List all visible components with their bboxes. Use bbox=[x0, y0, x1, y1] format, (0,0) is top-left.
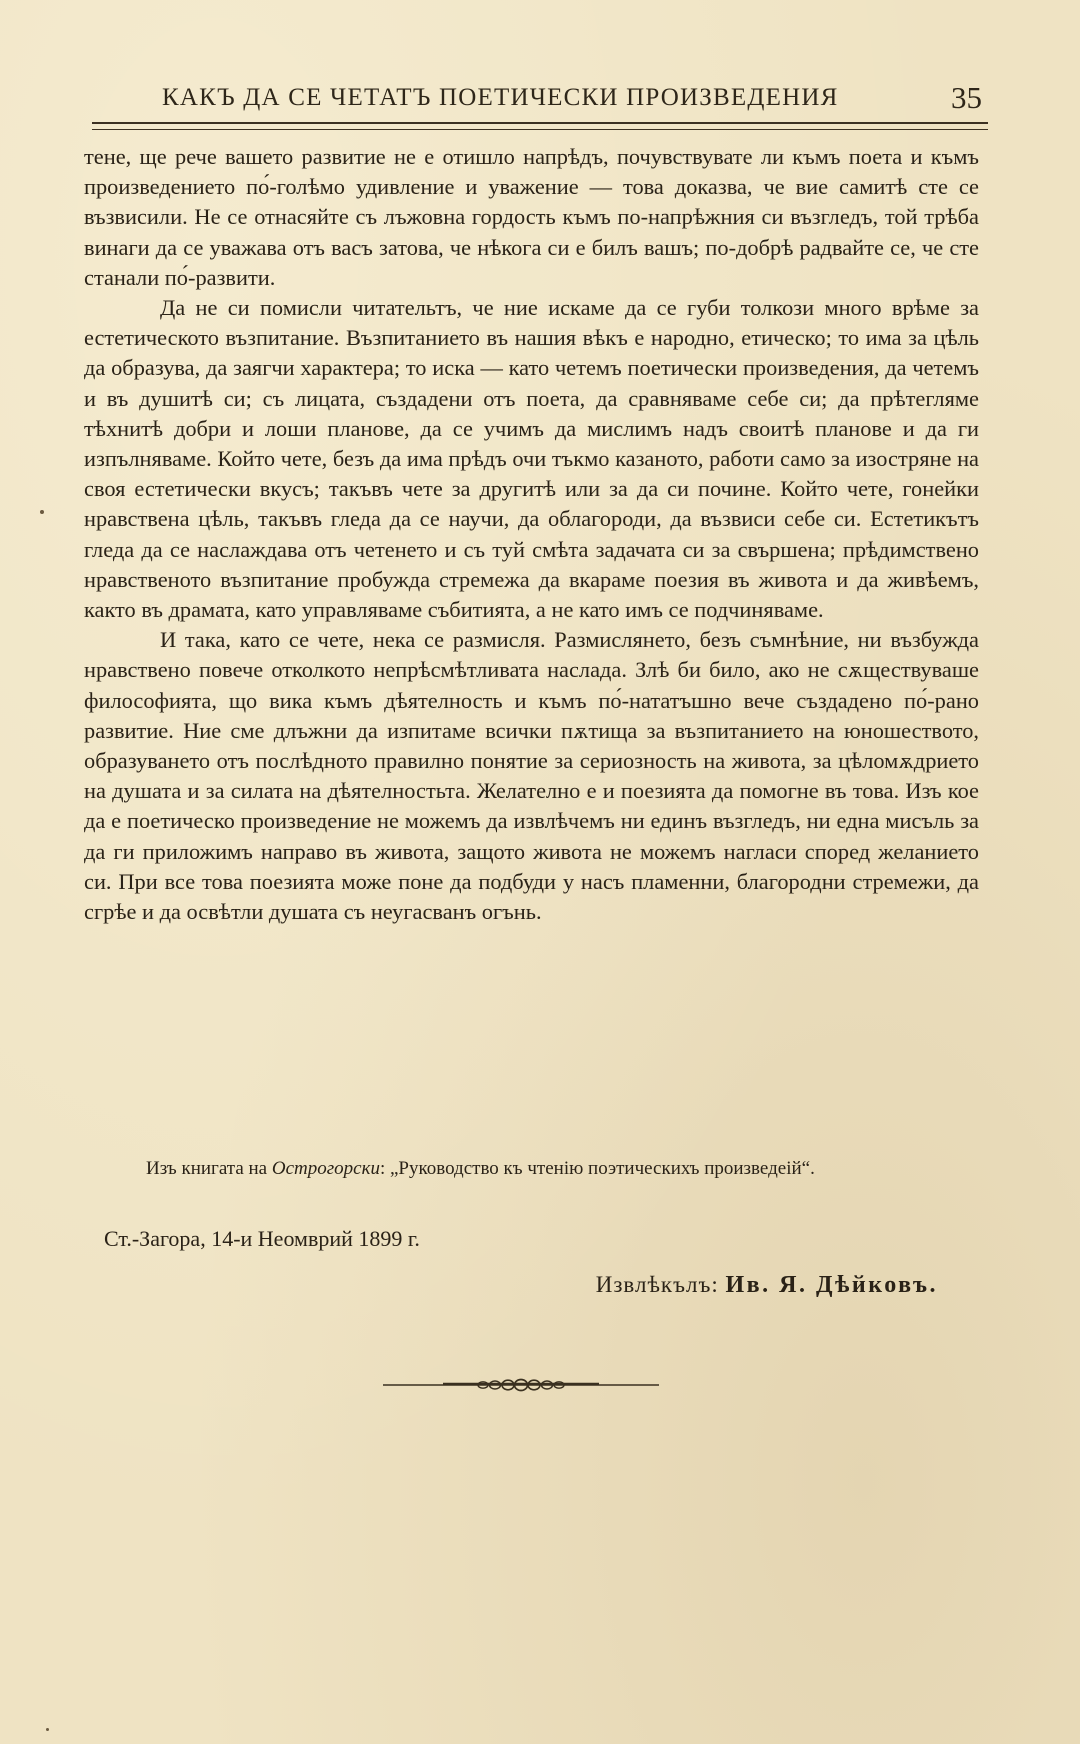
body-text bbox=[84, 142, 979, 927]
paper-speck bbox=[46, 1728, 49, 1731]
source-note bbox=[84, 1157, 979, 1181]
paper-speck bbox=[40, 510, 44, 514]
signature-label: Извлѣкълъ: bbox=[595, 1272, 726, 1297]
source-note-title: : „Руководство къ чтенію поэтическихъ произведеій“. bbox=[379, 1158, 815, 1179]
paragraph-2: Да не си помисли читательтъ, че ние искаме да се губи толкози много врѣме за естетическото възпитание. Възпитанието въ нашия вѣкъ е народно, етическо; то има за цѣль да образува, да заягчи характера; то иска — като четемъ поетически произведения, да четемъ и въ душитѣ си; съ лицата, създадени отъ поета, да сравняваме себе си; да прѣтегляме тѣхнитѣ добри и лоши планове, да се учимъ да мислимъ надъ своитѣ планове и да ги изпълняваме. Който чете, безъ да има прѣдъ очи тъкмо казаното, работи само за изостряне на своя естетически вкусъ; такъвъ чете за другитѣ или за да си почине. Който чете, гонейки нравствена цѣль, такъвъ гледа да се научи, да облагороди, да възвиси себе си. Естетикътъ гледа да се наслаждава отъ четенето и съ туй смѣта задачата си за свършена; прѣдимствено нравственото възпитание пробужда стремежа да вкараме поезия въ живота и да живѣемъ, както въ драмата, като управляваме събитията, а не като имъ се подчиняваме. bbox=[84, 295, 979, 623]
running-title: КАКЪ ДА СЕ ЧЕТАТЪ ПОЕТИЧЕСКИ ПРОИЗВЕДЕНИЯ bbox=[162, 84, 839, 111]
signature bbox=[596, 1272, 938, 1299]
source-note-prefix: Изъ книгата на bbox=[146, 1158, 272, 1179]
signature-name: Ив. Я. Дѣйковъ. bbox=[725, 1272, 938, 1298]
page-number: 35 bbox=[951, 80, 982, 115]
paragraph-1: тене, ще рече вашето развитие не е отишло напрѣдъ, почувствувате ли къмъ поета и къмъ произведението по́-голѣмо удивление и уважение — това доказва, че вие самитѣ сте се възвисили. Не се отнасяйте съ лъжовна гордость къмъ по-напрѣжния си възгледъ, той трѣба винаги да се уважава отъ васъ затова, че нѣкога си е билъ вашъ; по-добрѣ радвайте се, че сте станали по́-развити. bbox=[84, 144, 979, 290]
running-head bbox=[92, 78, 988, 122]
paragraph-3: И така, като се чете, нека се размисля. Размислянето, безъ съмнѣние, ни възбужда нравствено повече отколкото непрѣсмѣтливата наслада. Злѣ би било, ако не сѫществуваше философията, що вика къмъ дѣятелность и къмъ по́-нататъшно вече създадено по́-рано развитие. Ние сме длъжни да изпитаме всички пѫтища за възпитанието на юношеството, образуването отъ послѣдното правилно понятие за сериозность на живота, за цѣломѫдрието на душата и за силата на дѣятелностьта. Желателно е и поезията да помогне въ това. Изъ кое да е поетическо произведение не можемъ да извлѣчемъ ни единъ възгледъ, ни една мисъль за да ги приложимъ направо въ живота, защото живота не можемъ нагласи според желанието си. При все това поезията може поне да подбуди у насъ пламенни, благородни стремежи, да сгрѣе и да освѣтли душата съ неугасванъ огънь. bbox=[84, 627, 979, 925]
ornament-divider bbox=[383, 1376, 659, 1394]
place-date: Ст.-Загора, 14-и Неомврий 1899 г. bbox=[104, 1226, 420, 1251]
source-note-author: Острогорски bbox=[271, 1158, 380, 1179]
header-rule bbox=[92, 122, 988, 130]
